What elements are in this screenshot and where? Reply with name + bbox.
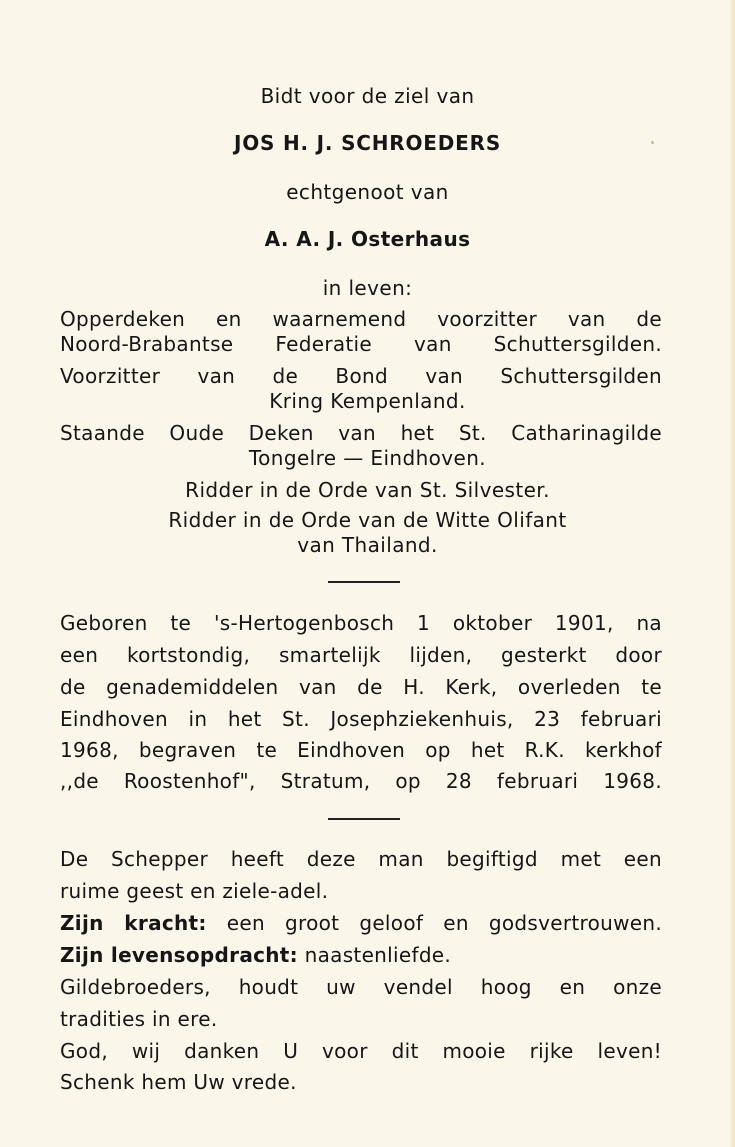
divider (328, 581, 400, 583)
strength-label: Zijn kracht: (60, 911, 207, 935)
tribute-line: Schenk hem Uw vrede. (60, 1070, 297, 1094)
mission-text: naastenliefde. (297, 943, 452, 967)
biography-line: de genademiddelen van de H. Kerk, overleden te (60, 675, 662, 699)
mission-label: Zijn levensopdracht: (60, 943, 298, 967)
title-line: Ridder in de Orde van de Witte Olifant (168, 508, 567, 532)
in-life-label: in leven: (322, 276, 413, 300)
biography-line: Geboren te 's-Hertogenbosch 1 oktober 1901, na (60, 611, 662, 635)
tribute-line: God, wij danken U voor dit mooie rijke leven! (60, 1039, 662, 1063)
title-line: Noord-Brabantse Federatie van Schuttersgilden. (60, 332, 662, 356)
title-line: van Thailand. (297, 533, 438, 557)
divider (328, 818, 400, 820)
title-line: Kring Kempenland. (269, 389, 466, 413)
tribute-line: tradities in ere. (60, 1007, 218, 1031)
strength-text: een groot geloof en godsvertrouwen. (206, 911, 662, 935)
tribute-line: De Schepper heeft deze man begiftigd met een (60, 847, 662, 871)
title-line: Opperdeken en waarnemend voorzitter van de (60, 307, 662, 331)
tribute-line: Gildebroeders, houdt uw vendel hoog en onze (60, 975, 662, 999)
deceased-name: JOS H. J. SCHROEDERS (233, 131, 502, 155)
spouse-intro: echtgenoot van (286, 180, 449, 204)
biography-line: ,,de Roostenhof", Stratum, op 28 februari 1968. (60, 769, 662, 793)
tribute-line: ruime geest en ziele-adel. (60, 879, 329, 903)
card-edge (729, 0, 735, 1147)
biography-line: een kortstondig, smartelijk lijden, gesterkt door (60, 643, 662, 667)
intro-line: Bidt voor de ziel van (260, 84, 475, 108)
biography-line: 1968, begraven te Eindhoven op het R.K. kerkhof (60, 738, 662, 762)
title-line: Voorzitter van de Bond van Schuttersgilden (60, 364, 662, 388)
title-line: Tongelre — Eindhoven. (248, 446, 487, 470)
mission-line (60, 943, 451, 967)
title-line: Staande Oude Deken van het St. Catharinagilde (60, 421, 662, 445)
title-line: Ridder in de Orde van St. Silvester. (185, 478, 550, 502)
biography-line: Eindhoven in het St. Josephziekenhuis, 23 februari (60, 707, 662, 731)
spouse-name: A. A. J. Osterhaus (264, 227, 471, 251)
strength-line (60, 911, 662, 935)
